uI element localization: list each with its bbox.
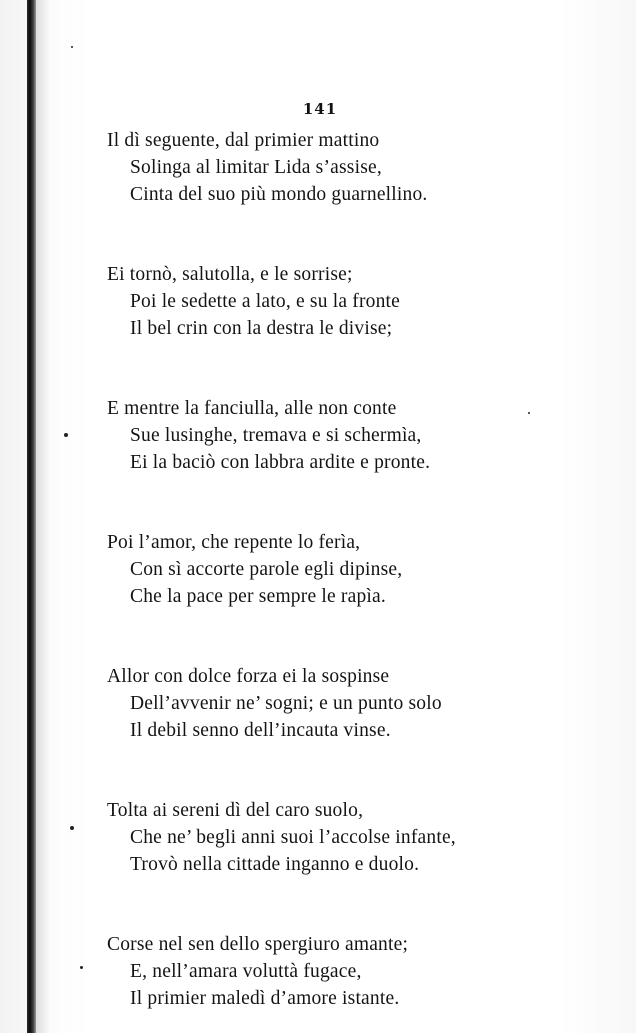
verse-line: E mentre la fanciulla, alle non conte [107,398,397,419]
verse-line: Allor con dolce forza ei la sospinse [107,666,390,687]
verse-line: Cinta del suo più mondo guarnellino. [130,184,428,205]
verse-line: Poi l’amor, che repente lo ferìa, [107,532,361,553]
verse-line: Il bel crin con la destra le divise; [130,318,393,339]
stanza [107,663,527,744]
ink-speck [64,433,68,437]
stanza [107,931,527,1012]
ink-speck [80,966,83,969]
stanza [107,127,527,208]
verse-line: Ei tornò, salutolla, e le sorrise; [107,264,353,285]
stanza [107,261,527,342]
verse-line: Tolta ai sereni dì del caro suolo, [107,800,364,821]
ink-speck [528,412,530,414]
spine-shadow [36,0,50,1033]
verse-line: Corse nel sen dello spergiuro amante; [107,934,409,955]
verse-line: Poi le sedette a lato, e su la fronte [130,291,401,312]
verse-line: E, nell’amara voluttà fugace, [130,961,362,982]
verse-line: Con sì accorte parole egli dipinse, [130,559,403,580]
verse-line: Ei la baciò con labbra ardite e pronte. [130,452,431,473]
poem [107,127,527,1033]
verse-line: Il dì seguente, dal primier mattino [107,130,380,151]
verse-line: Il debil senno dell’incauta vinse. [130,720,391,741]
stanza [107,395,527,476]
verse-line: Solinga al limitar Lida s’assise, [130,157,382,178]
page-number: 141 [302,100,338,118]
verse-line: Che ne’ begli anni suoi l’accolse infante, [130,827,456,848]
stanza [107,529,527,610]
ink-speck [70,826,74,830]
verse-line: Dell’avvenir ne’ sogni; e un punto solo [130,693,442,714]
verse-line: Sue lusinghe, tremava e si schermìa, [130,425,422,446]
verse-line: Il primier maledì d’amore istante. [130,988,400,1009]
verse-line: Che la pace per sempre le rapìa. [130,586,386,607]
verse-line: Trovò nella cittade inganno e duolo. [130,854,420,875]
book-spine [27,0,36,1033]
stanza [107,797,527,878]
ink-speck [71,46,73,48]
